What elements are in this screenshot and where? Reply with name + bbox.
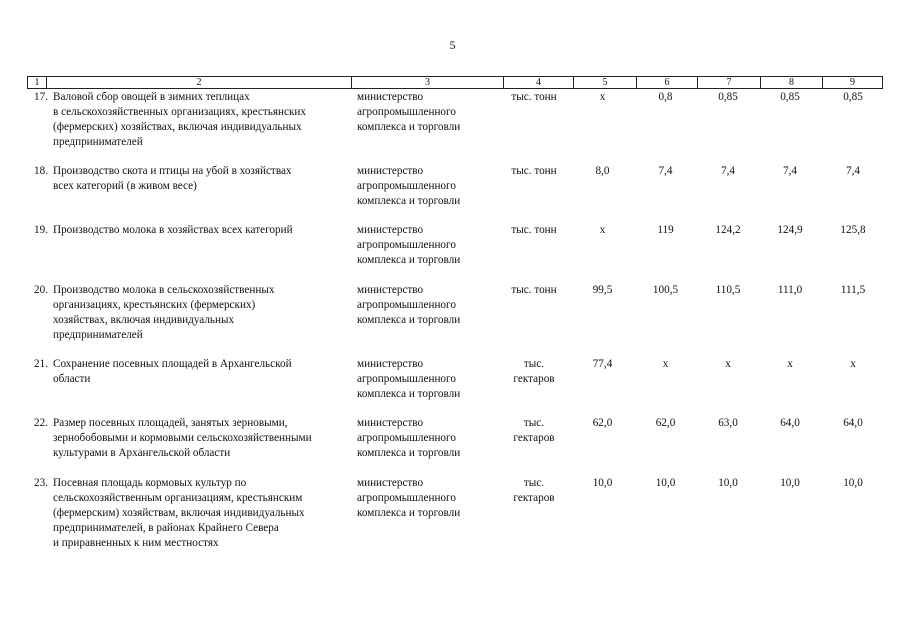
indicator-value: 62,0 <box>592 417 613 429</box>
indicator-name: Производство скота и птицы на убой в хозяйствах всех категорий (в живом весе) <box>53 165 292 192</box>
row-number: 21. <box>34 358 48 370</box>
responsible-executor: министерство агропромышленного комплекса и торговли <box>357 417 461 459</box>
indicator-value: 110,5 <box>715 284 741 296</box>
indicator-value: 0,85 <box>780 91 800 103</box>
indicator-value: x <box>599 224 606 236</box>
header-col-5: 5 <box>573 77 636 88</box>
indicator-value: 7,4 <box>721 165 735 177</box>
row-number: 19. <box>34 224 48 236</box>
indicator-value: x <box>787 358 793 370</box>
indicator-value: 99,5 <box>592 284 613 296</box>
responsible-executor: министерство агропромышленного комплекса и торговли <box>357 165 461 207</box>
row-number: 23. <box>34 477 48 489</box>
indicator-value: 111,5 <box>840 284 866 296</box>
header-col-2: 2 <box>46 77 351 88</box>
indicator-value: x <box>725 358 731 370</box>
header-col-7: 7 <box>697 77 760 88</box>
indicator-value: 124,9 <box>777 224 803 236</box>
indicator-name: Производство молока в хозяйствах всех категорий <box>53 224 293 236</box>
indicator-value: 0,85 <box>718 91 738 103</box>
table-header-row <box>27 76 883 89</box>
indicator-value: 7,4 <box>783 165 797 177</box>
unit-of-measure: тыс. тонн <box>511 284 557 296</box>
unit-of-measure: тыс. тонн <box>511 165 557 177</box>
indicator-value: x <box>599 91 606 103</box>
row-number: 20. <box>34 284 48 296</box>
indicator-value: 100,5 <box>652 284 679 296</box>
indicator-value: 7,4 <box>658 165 673 177</box>
indicator-value: 119 <box>657 224 674 236</box>
header-col-4: 4 <box>503 77 573 88</box>
indicator-value: 125,8 <box>840 224 866 236</box>
responsible-executor: министерство агропромышленного комплекса и торговли <box>357 224 461 266</box>
indicator-value: 111,0 <box>777 284 803 296</box>
responsible-executor: министерство агропромышленного комплекса и торговли <box>357 91 461 133</box>
indicator-name: Сохранение посевных площадей в Архангельской области <box>53 358 292 385</box>
indicator-value: 0,85 <box>843 91 863 103</box>
indicator-value: 62,0 <box>655 417 676 429</box>
responsible-executor: министерство агропромышленного комплекса и торговли <box>357 477 461 519</box>
row-number: 17. <box>34 91 48 103</box>
indicator-value: 10,0 <box>843 477 863 489</box>
header-col-1: 1 <box>34 77 40 88</box>
unit-of-measure: тыс. гектаров <box>513 417 555 444</box>
header-col-9: 9 <box>822 77 882 88</box>
responsible-executor: министерство агропромышленного комплекса и торговли <box>357 284 461 326</box>
unit-of-measure: тыс. гектаров <box>513 477 555 504</box>
unit-of-measure: тыс. тонн <box>511 224 557 236</box>
header-col-3: 3 <box>351 77 503 88</box>
indicator-value: 10,0 <box>780 477 800 489</box>
indicator-value: x <box>850 358 856 370</box>
header-col-8: 8 <box>760 77 822 88</box>
indicator-value: 77,4 <box>592 358 613 370</box>
indicator-name: Валовой сбор овощей в зимних теплицах в сельскохозяйственных организациях, крестьянских (фермерских) хозяйствах, включая индивидуальных предпринимателей <box>53 91 306 148</box>
indicator-name: Посевная площадь кормовых культур по сельскохозяйственным организациям, крестьянским (фермерским) хозяйствам, включая индивидуальных предпринимателей, в районах Крайнего Севера и приравненных к ним местностях <box>53 477 305 549</box>
responsible-executor: министерство агропромышленного комплекса и торговли <box>357 358 461 400</box>
indicator-value: 64,0 <box>780 417 800 429</box>
indicator-value: 10,0 <box>592 477 613 489</box>
indicator-value: 124,2 <box>715 224 741 236</box>
indicator-value: 7,4 <box>846 165 860 177</box>
unit-of-measure: тыс. гектаров <box>513 358 555 385</box>
indicator-name: Размер посевных площадей, занятых зерновыми, зернобобовыми и кормовыми сельскохозяйственными культурами в Архангельской области <box>53 417 312 459</box>
indicator-value: 63,0 <box>718 417 738 429</box>
indicator-value: 10,0 <box>655 477 676 489</box>
indicator-value: x <box>662 358 669 370</box>
page-number: 5 <box>449 38 456 52</box>
row-number: 22. <box>34 417 48 429</box>
header-col-6: 6 <box>636 77 697 88</box>
indicator-value: 10,0 <box>718 477 738 489</box>
indicator-value: 64,0 <box>843 417 863 429</box>
indicator-name: Производство молока в сельскохозяйственных организациях, крестьянских (фермерских) хозяйствах, включая индивидуальных предпринимателей <box>53 284 275 341</box>
unit-of-measure: тыс. тонн <box>511 91 557 103</box>
indicator-value: 0,8 <box>658 91 673 103</box>
indicator-value: 8,0 <box>595 165 610 177</box>
row-number: 18. <box>34 165 48 177</box>
